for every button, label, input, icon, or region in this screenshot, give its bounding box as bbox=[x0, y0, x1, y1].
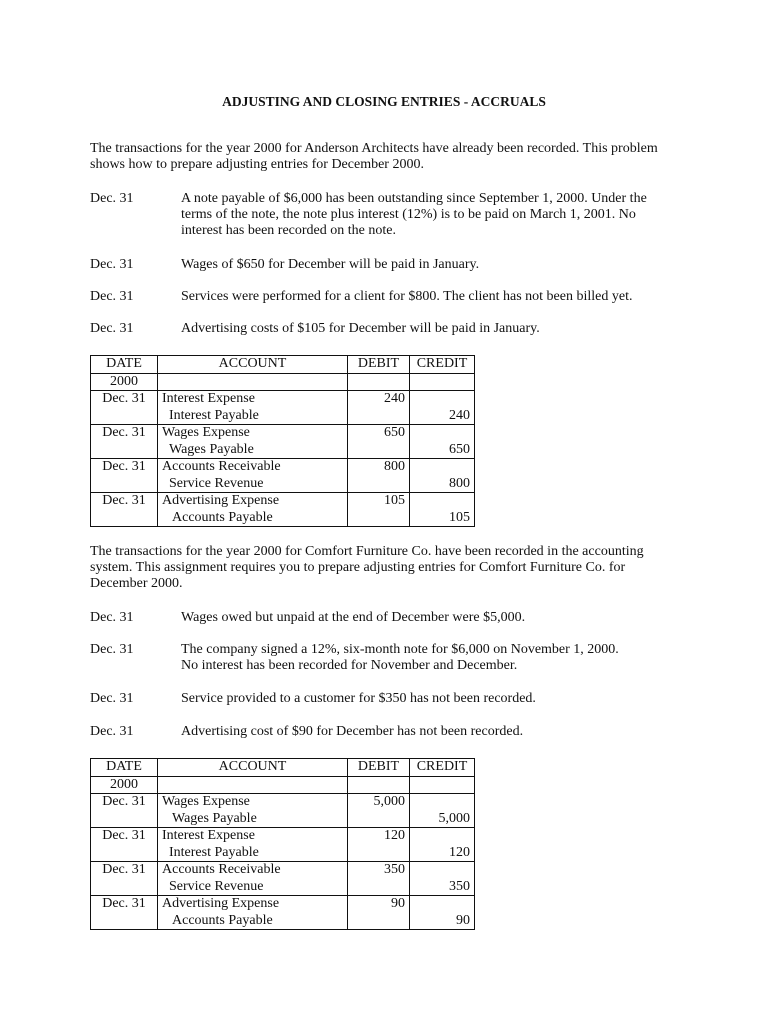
debit-account: Accounts Receivable bbox=[162, 459, 281, 474]
debit-account: Interest Expense bbox=[162, 391, 255, 406]
transaction-text: A note payable of $6,000 has been outstanding since September 1, 2000. Under the terms of the note, the note plus interest (12%) is to be paid on March 1, 2001. No interest has been recorded on the note. bbox=[181, 191, 647, 238]
table-row bbox=[91, 794, 475, 828]
entry-date: Dec. 31 bbox=[91, 862, 158, 896]
entry-date: Dec. 31 bbox=[91, 391, 158, 425]
credit-amount: 650 bbox=[449, 441, 470, 457]
table-row bbox=[91, 391, 475, 425]
credit-account: Service Revenue bbox=[169, 878, 264, 894]
debit-header: DEBIT bbox=[348, 759, 410, 777]
debit-amount: 5,000 bbox=[373, 794, 405, 809]
debit-account: Advertising Expense bbox=[162, 896, 280, 911]
credit-amount: 350 bbox=[449, 878, 470, 894]
document-title: ADJUSTING AND CLOSING ENTRIES - ACCRUALS bbox=[222, 94, 546, 109]
credit-amount: 120 bbox=[449, 844, 470, 860]
debit-amount: 105 bbox=[384, 493, 405, 508]
transaction-text: Wages owed but unpaid at the end of December were $5,000. bbox=[181, 610, 526, 625]
entry-date: Dec. 31 bbox=[91, 828, 158, 862]
transaction-date: Dec. 31 bbox=[90, 642, 134, 657]
transaction-text: Wages of $650 for December will be paid in January. bbox=[181, 257, 480, 272]
debit-amount: 350 bbox=[384, 862, 405, 877]
entry-date: Dec. 31 bbox=[91, 459, 158, 493]
credit-amount: 800 bbox=[449, 475, 470, 491]
transaction-text: The company signed a 12%, six-month note for $6,000 on November 1, 2000. bbox=[181, 642, 619, 657]
transaction-date: Dec. 31 bbox=[90, 321, 134, 336]
debit-amount: 650 bbox=[384, 425, 405, 440]
year-row bbox=[91, 373, 475, 391]
credit-account: Service Revenue bbox=[169, 475, 264, 491]
table-row bbox=[91, 425, 475, 459]
transaction-text-continued: No interest has been recorded for November and December. bbox=[181, 658, 518, 673]
debit-amount: 800 bbox=[384, 459, 405, 474]
debit-account: Wages Expense bbox=[162, 425, 250, 440]
credit-account: Wages Payable bbox=[172, 810, 257, 826]
entry-date: Dec. 31 bbox=[91, 896, 158, 930]
table-row bbox=[91, 459, 475, 493]
credit-account: Interest Payable bbox=[169, 407, 259, 423]
table-row bbox=[91, 862, 475, 896]
section1-intro: The transactions for the year 2000 for Anderson Architects have already been recorded. This problem shows how to prepare adjusting entries for December 2000. bbox=[90, 141, 658, 172]
transaction-text: Services were performed for a client for $800. The client has not been billed yet. bbox=[181, 289, 633, 304]
account-header: ACCOUNT bbox=[158, 759, 348, 777]
transaction-date: Dec. 31 bbox=[90, 257, 134, 272]
entry-date: Dec. 31 bbox=[91, 794, 158, 828]
journal-table-2 bbox=[90, 758, 475, 930]
date-header: DATE bbox=[91, 759, 158, 777]
section2-intro: The transactions for the year 2000 for Comfort Furniture Co. have been recorded in the accounting system. This assignment requires you to prepare adjusting entries for Comfort Furniture Co. for December 2000. bbox=[90, 544, 644, 591]
table-row bbox=[91, 493, 475, 527]
credit-header: CREDIT bbox=[410, 759, 475, 777]
credit-account: Interest Payable bbox=[169, 844, 259, 860]
year-row bbox=[91, 776, 475, 794]
credit-amount: 5,000 bbox=[438, 810, 470, 826]
transaction-date: Dec. 31 bbox=[90, 191, 134, 206]
debit-account: Accounts Receivable bbox=[162, 862, 281, 877]
transaction-text: Service provided to a customer for $350 has not been recorded. bbox=[181, 691, 536, 706]
debit-account: Wages Expense bbox=[162, 794, 250, 809]
credit-amount: 90 bbox=[456, 912, 470, 928]
debit-amount: 120 bbox=[384, 828, 405, 843]
credit-header: CREDIT bbox=[410, 356, 475, 374]
debit-amount: 90 bbox=[391, 896, 405, 911]
table-row bbox=[91, 896, 475, 930]
entry-date: Dec. 31 bbox=[91, 425, 158, 459]
year-cell: 2000 bbox=[91, 776, 158, 794]
transaction-date: Dec. 31 bbox=[90, 610, 134, 625]
table-header-row bbox=[91, 356, 475, 374]
journal-table-1 bbox=[90, 355, 475, 527]
credit-amount: 240 bbox=[449, 407, 470, 423]
credit-account: Wages Payable bbox=[169, 441, 254, 457]
transaction-text: Advertising cost of $90 for December has not been recorded. bbox=[181, 724, 524, 739]
account-header: ACCOUNT bbox=[158, 356, 348, 374]
date-header: DATE bbox=[91, 356, 158, 374]
transaction-date: Dec. 31 bbox=[90, 691, 134, 706]
entry-date: Dec. 31 bbox=[91, 493, 158, 527]
debit-account: Advertising Expense bbox=[162, 493, 280, 508]
transaction-date: Dec. 31 bbox=[90, 724, 134, 739]
credit-account: Accounts Payable bbox=[172, 912, 273, 928]
debit-header: DEBIT bbox=[348, 356, 410, 374]
table-row bbox=[91, 828, 475, 862]
debit-account: Interest Expense bbox=[162, 828, 255, 843]
credit-amount: 105 bbox=[449, 509, 470, 525]
year-cell: 2000 bbox=[91, 373, 158, 391]
table-header-row bbox=[91, 759, 475, 777]
transaction-text: Advertising costs of $105 for December will be paid in January. bbox=[181, 321, 540, 336]
transaction-date: Dec. 31 bbox=[90, 289, 134, 304]
credit-account: Accounts Payable bbox=[172, 509, 273, 525]
debit-amount: 240 bbox=[384, 391, 405, 406]
